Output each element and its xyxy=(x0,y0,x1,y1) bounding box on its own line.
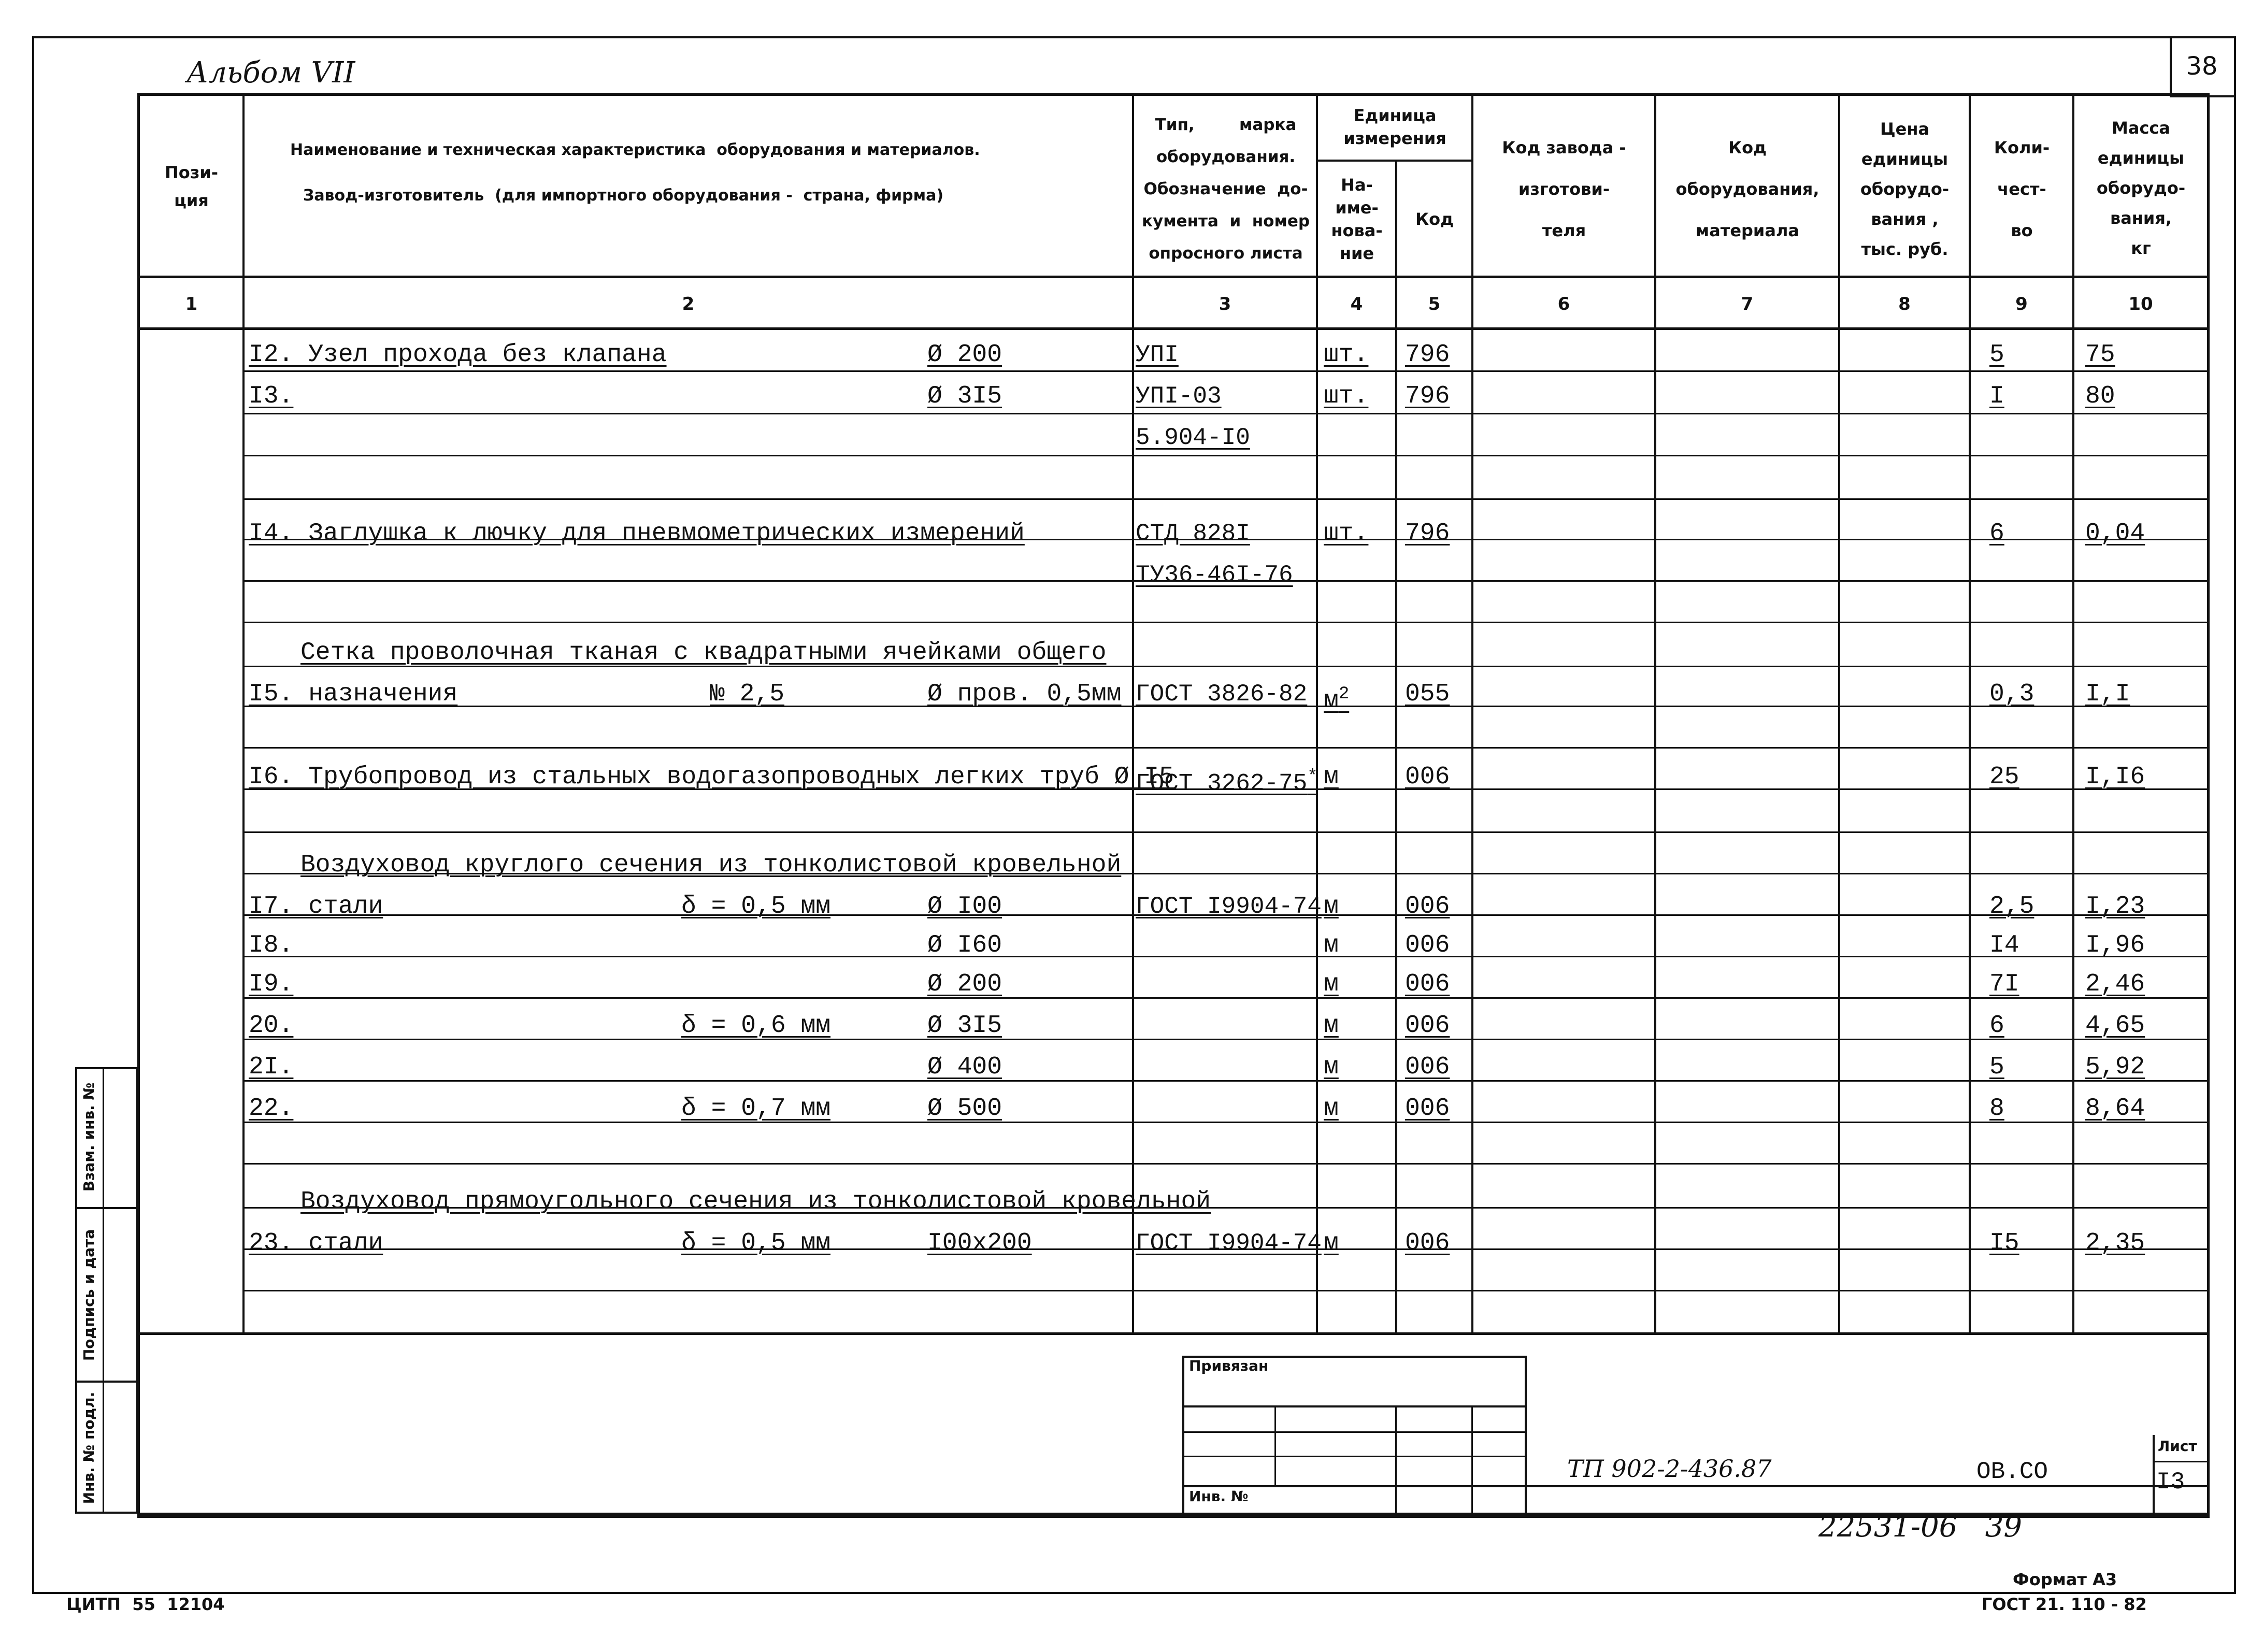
row-code-text: 006 xyxy=(1405,893,1450,921)
row-unit xyxy=(1324,891,1339,922)
row-dia xyxy=(927,1052,1002,1083)
row-dia xyxy=(927,381,1002,412)
row-mass-text: 2,46 xyxy=(2085,970,2145,998)
row-dia-text: Ø 500 xyxy=(927,1095,1002,1123)
row-qty xyxy=(1989,891,2034,922)
gost-footer: ГОСТ 21. 110 - 82 xyxy=(1982,1594,2147,1614)
row-name-text: 23. стали xyxy=(249,1229,383,1257)
side-label-original: Инв. № подл. xyxy=(80,1391,97,1504)
row-qty-text: I xyxy=(1989,382,2004,410)
row-code xyxy=(1405,679,1450,710)
row-qty-text: I5 xyxy=(1989,1229,2019,1257)
col-number: 9 xyxy=(2015,294,2028,314)
row-qty-text: I4 xyxy=(1989,931,2019,959)
row-unit-text: м xyxy=(1324,970,1339,998)
row-unit-text: м xyxy=(1324,687,1339,715)
col-number: 6 xyxy=(1557,294,1570,314)
row-type xyxy=(1136,381,1222,412)
row-qty xyxy=(1989,339,2004,370)
row-delta-text: δ = 0,7 мм xyxy=(681,1095,831,1123)
row-unit-text: шт. xyxy=(1324,382,1369,410)
row-mass-text: I,I6 xyxy=(2085,763,2145,791)
row-qty-text: 6 xyxy=(1989,520,2004,548)
row-code-text: 006 xyxy=(1405,970,1450,998)
row-dia-text: Ø I60 xyxy=(927,931,1002,959)
row-dia xyxy=(927,969,1002,1000)
col-number: 10 xyxy=(2128,294,2153,314)
row-type xyxy=(1136,422,1250,453)
row-code xyxy=(1405,969,1450,1000)
row-unit-text: шт. xyxy=(1324,520,1369,548)
row-name-text: I5. назначения xyxy=(249,680,458,708)
row-name-text: Воздуховод круглого сечения из тонколистовой кровельной xyxy=(300,851,1122,879)
row-unit-text: шт. xyxy=(1324,341,1369,369)
row-name-text: I2. Узел прохода без клапана xyxy=(249,341,667,369)
row-delta xyxy=(681,1010,830,1041)
row-name xyxy=(249,969,293,1000)
row-qty-text: 6 xyxy=(1989,1012,2004,1040)
row-code xyxy=(1405,339,1450,370)
row-delta-text: δ = 0,6 мм xyxy=(681,1012,831,1040)
row-code xyxy=(1405,1052,1450,1083)
row-name xyxy=(300,637,1106,668)
row-type-text: УПI-03 xyxy=(1136,383,1222,410)
row-name xyxy=(249,762,1174,793)
row-name-text: 22. xyxy=(249,1095,294,1123)
row-mass xyxy=(2085,1010,2145,1041)
row-code xyxy=(1405,1093,1450,1124)
row-dia xyxy=(927,891,1002,922)
row-mass xyxy=(2085,930,2145,961)
handwritten-reference: 22531-06 39 xyxy=(1818,1510,2022,1544)
row-type-text: 5.904-I0 xyxy=(1136,424,1250,451)
row-name-text: I6. Трубопровод из стальных водогазопроводных легких труб Ø I5 xyxy=(249,763,1174,791)
row-code-text: 006 xyxy=(1405,763,1450,791)
header-factory-code: Код завода - изготови- теля xyxy=(1502,138,1626,240)
row-type xyxy=(1136,559,1293,591)
row-unit xyxy=(1324,381,1368,412)
row-type xyxy=(1136,518,1250,549)
row-mass-text: 4,65 xyxy=(2085,1012,2145,1040)
row-type-text: ГОСТ 3262-75 xyxy=(1136,770,1308,797)
row-qty xyxy=(1989,679,2034,710)
row-unit xyxy=(1324,1093,1339,1124)
row-code xyxy=(1405,381,1450,412)
header-unit-name: На- име- нова- ние xyxy=(1331,175,1383,263)
row-qty-text: 8 xyxy=(1989,1095,2004,1123)
row-mass-text: 5,92 xyxy=(2085,1053,2145,1081)
row-type xyxy=(1136,339,1179,370)
row-mass-text: 0,04 xyxy=(2085,520,2145,548)
header-equipment-code: Код оборудования, материала xyxy=(1675,138,1819,240)
doc-code xyxy=(1567,1455,1772,1484)
row-dia-text: Ø 3I5 xyxy=(927,1012,1002,1040)
row-name-text: Сетка проволочная тканая с квадратными ячейками общего xyxy=(300,639,1107,667)
format-label: Формат А3 xyxy=(2013,1570,2117,1589)
row-unit-sup: 2 xyxy=(1338,684,1350,704)
row-delta xyxy=(681,891,830,922)
row-code-text: 796 xyxy=(1405,341,1450,369)
row-type-text: СТД 828I xyxy=(1136,520,1250,547)
row-mass xyxy=(2085,339,2115,370)
row-mass xyxy=(2085,381,2115,412)
row-mass-text: 2,35 xyxy=(2085,1229,2145,1257)
row-name xyxy=(300,850,1121,881)
row-qty xyxy=(1989,762,2019,793)
row-type-text: ТУ36-46I-76 xyxy=(1136,562,1293,588)
row-qty-text: 5 xyxy=(1989,1053,2004,1081)
row-type-text: ГОСТ 3826-82 xyxy=(1136,681,1308,708)
row-code-text: 006 xyxy=(1405,1053,1450,1081)
header-name-line1: Наименование и техническая характеристика оборудования и материалов. xyxy=(290,141,980,159)
row-mass-text: I,96 xyxy=(2085,931,2145,959)
row-dia-text: Ø 3I5 xyxy=(927,382,1002,410)
row-name xyxy=(249,679,457,710)
row-mass-text: 8,64 xyxy=(2085,1095,2145,1123)
title-block xyxy=(137,1332,2210,1518)
row-type-sup: * xyxy=(1307,767,1318,787)
row-name xyxy=(249,1010,293,1041)
row-qty xyxy=(1989,1052,2004,1083)
row-unit xyxy=(1324,930,1339,961)
row-mass xyxy=(2085,969,2145,1000)
row-no-text: № 2,5 xyxy=(710,680,785,708)
row-unit-text: м xyxy=(1324,1012,1339,1040)
row-dia xyxy=(927,1010,1002,1041)
row-mass xyxy=(2085,1052,2145,1083)
col-number: 1 xyxy=(185,294,198,314)
row-mass xyxy=(2085,1093,2145,1124)
col-number: 8 xyxy=(1898,294,1911,314)
col-number: 2 xyxy=(682,294,695,314)
header-name-line2: Завод-изготовитель (для импортного оборудования - страна, фирма) xyxy=(303,186,944,205)
row-dia xyxy=(927,1093,1002,1124)
row-dia-text: I00x200 xyxy=(927,1229,1032,1257)
row-unit-text: м xyxy=(1324,1229,1339,1257)
side-label-replacement: Взам. инв. № xyxy=(80,1082,97,1192)
row-dia xyxy=(927,1228,1032,1259)
row-qty-text: 25 xyxy=(1989,763,2019,791)
row-unit-text: м xyxy=(1324,893,1339,921)
row-type xyxy=(1136,679,1307,710)
row-mass xyxy=(2085,891,2145,922)
row-name-text: I7. стали xyxy=(249,893,383,921)
row-type-text: ГОСТ I9904-74 xyxy=(1136,1230,1322,1257)
row-name-text: I3. xyxy=(249,382,294,410)
row-dia xyxy=(927,930,1002,961)
row-dia-text: Ø 200 xyxy=(927,341,1002,369)
row-name xyxy=(300,1186,1211,1217)
side-label-signature: Подпись и дата xyxy=(80,1229,97,1361)
header-unit-code: Код xyxy=(1415,209,1454,229)
row-name-text: I9. xyxy=(249,970,294,998)
row-unit-text: м xyxy=(1324,1053,1339,1081)
row-name xyxy=(249,891,383,922)
row-qty xyxy=(1989,1093,2004,1124)
row-unit xyxy=(1324,969,1339,1000)
row-unit xyxy=(1324,1228,1339,1259)
row-qty xyxy=(1989,518,2004,549)
doc-code-text: ТП 902-2-436.87 xyxy=(1567,1455,1772,1483)
col-number: 7 xyxy=(1741,294,1754,314)
row-code-text: 006 xyxy=(1405,1095,1450,1123)
row-mass xyxy=(2085,679,2130,710)
row-delta-text: δ = 0,5 мм xyxy=(681,1229,831,1257)
row-delta xyxy=(681,1228,830,1259)
col-number: 5 xyxy=(1428,294,1441,314)
row-code xyxy=(1405,1228,1450,1259)
row-dia-text: Ø 400 xyxy=(927,1053,1002,1081)
row-dia-text: Ø пров. 0,5мм xyxy=(927,680,1122,708)
header-unit-group: Единица измерения xyxy=(1343,106,1446,148)
row-mass xyxy=(2085,762,2145,793)
row-unit xyxy=(1324,1010,1339,1041)
row-qty xyxy=(1989,1010,2004,1041)
row-delta xyxy=(681,1093,830,1124)
row-type xyxy=(1136,762,1318,799)
row-unit-text: м xyxy=(1324,763,1339,791)
row-code-text: 006 xyxy=(1405,931,1450,959)
sheet-label: Лист xyxy=(2158,1438,2197,1455)
row-name-text: 20. xyxy=(249,1012,294,1040)
row-mass-text: I,23 xyxy=(2085,893,2145,921)
header-quantity: Коли- чест- во xyxy=(1994,138,2050,240)
sheet-number: I3 xyxy=(2156,1469,2185,1496)
row-unit-text: м xyxy=(1324,1095,1339,1123)
col-number: 3 xyxy=(1219,294,1231,314)
album-label: Альбом VII xyxy=(187,56,355,90)
col-number: 4 xyxy=(1350,294,1363,314)
row-qty xyxy=(1989,381,2004,412)
row-unit xyxy=(1324,762,1339,793)
row-dia-text: Ø 200 xyxy=(927,970,1002,998)
row-mass-text: 75 xyxy=(2085,341,2115,369)
row-no xyxy=(710,679,784,710)
page-number: 38 xyxy=(2186,52,2218,81)
row-code xyxy=(1405,518,1450,549)
row-type xyxy=(1136,891,1322,922)
header-mass: Масса единицы оборудо- вания, кг xyxy=(2096,118,2186,258)
row-type-text: ГОСТ I9904-74 xyxy=(1136,893,1322,920)
row-qty xyxy=(1989,969,2019,1000)
row-qty-text: 2,5 xyxy=(1989,893,2034,921)
footer-code: ЦИТП 55 12104 xyxy=(66,1594,225,1614)
row-code-text: 796 xyxy=(1405,382,1450,410)
row-qty-text: 5 xyxy=(1989,341,2004,369)
section-code: ОВ.СО xyxy=(1976,1458,2048,1485)
row-code-text: 006 xyxy=(1405,1012,1450,1040)
header-type: Тип, марка оборудования. Обозначение до- кумента и номер опросного листа xyxy=(1141,116,1310,263)
row-name xyxy=(249,930,293,961)
row-name xyxy=(249,381,293,412)
row-code xyxy=(1405,891,1450,922)
row-unit xyxy=(1324,1052,1339,1083)
header-position: Пози- ция xyxy=(164,163,219,210)
header-price: Цена единицы оборудо- вания , тыс. руб. xyxy=(1860,119,1950,259)
row-mass xyxy=(2085,1228,2145,1259)
row-code xyxy=(1405,930,1450,961)
row-name xyxy=(249,1052,293,1083)
row-delta-text: δ = 0,5 мм xyxy=(681,893,831,921)
row-qty xyxy=(1989,1228,2019,1259)
row-code-text: 796 xyxy=(1405,520,1450,548)
row-unit-text: м xyxy=(1324,931,1339,959)
row-unit xyxy=(1324,679,1349,716)
row-mass-text: I,I xyxy=(2085,680,2130,708)
row-code xyxy=(1405,1010,1450,1041)
row-type xyxy=(1136,1228,1322,1259)
row-name xyxy=(249,339,667,370)
binding-label: Привязан xyxy=(1189,1357,1269,1374)
row-qty xyxy=(1989,930,2019,961)
row-unit xyxy=(1324,339,1368,370)
row-code xyxy=(1405,762,1450,793)
row-dia xyxy=(927,339,1002,370)
row-name-text: I4. Заглушка к лючку для пневмометрических измерений xyxy=(249,520,1025,548)
inventory-label: Инв. № xyxy=(1189,1488,1249,1505)
row-unit xyxy=(1324,518,1368,549)
row-type-text: УПI xyxy=(1136,341,1179,368)
row-code-text: 006 xyxy=(1405,1229,1450,1257)
row-name xyxy=(249,518,1025,549)
row-dia-text: Ø I00 xyxy=(927,893,1002,921)
row-dia xyxy=(927,679,1121,710)
row-qty-text: 0,3 xyxy=(1989,680,2034,708)
row-name xyxy=(249,1228,383,1259)
row-name-text: I8. xyxy=(249,931,294,959)
row-name-text: 2I. xyxy=(249,1053,294,1081)
row-qty-text: 7I xyxy=(1989,970,2019,998)
row-code-text: 055 xyxy=(1405,680,1450,708)
row-mass xyxy=(2085,518,2145,549)
row-name xyxy=(249,1093,293,1124)
row-name-text: Воздуховод прямоугольного сечения из тонколистовой кровельной xyxy=(300,1188,1211,1216)
row-mass-text: 80 xyxy=(2085,382,2115,410)
